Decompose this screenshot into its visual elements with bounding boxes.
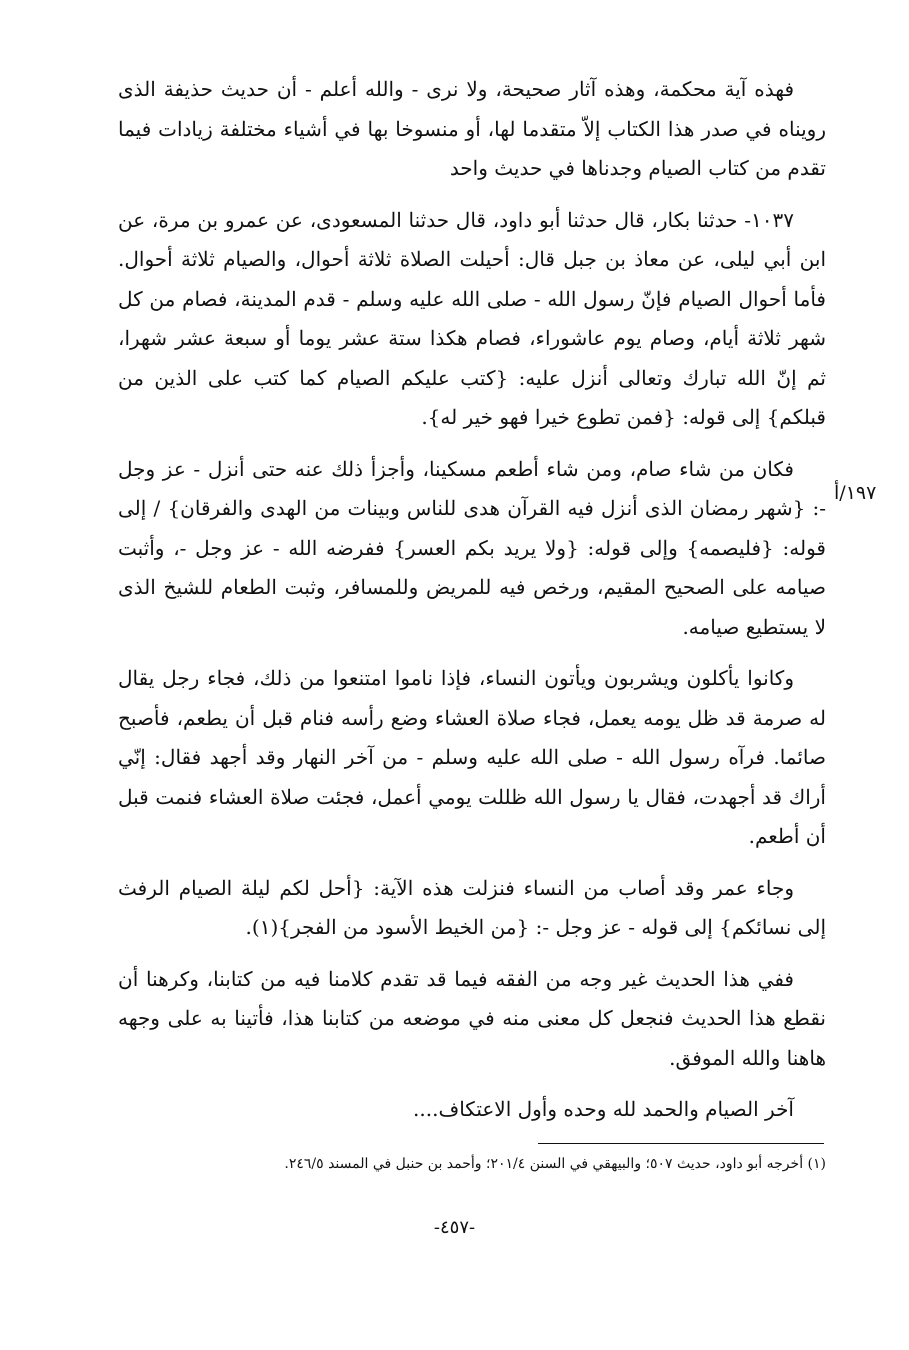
paragraph-fiqh-remark: ففي هذا الحديث غير وجه من الفقه فيما قد تقدم كلامنا فيه من كتابنا، وكرهنا أن نقطع هذا الحديث فنجعل كل معنى منه في موضعه من كتابنا هذا، فأتينا به على وجهه هاهنا والله الموفق. (118, 966, 827, 1070)
paragraph-umar-verse: وجاء عمر وقد أصاب من النساء فنزلت هذه الآية: {أحل لكم ليلة الصيام الرفث إلى نسائكم} إلى قوله - عز وجل -: {من الخيط الأسود من الفجر}(١). (118, 875, 826, 939)
paragraph-ramadan-verse: فكان من شاء صام، ومن شاء أطعم مسكينا، وأجزأ ذلك عنه حتى أنزل - عز وجل -: {شهر رمضان الذى أنزل فيه القرآن هدى للناس وبينات من الهدى والفرقان} / إلى قوله: {فليصمه} وإلى قوله: {ولا يريد بكم العسر} ففرضه الله - عز وجل -، وأثبت صيامه على الصحيح المقيم، ورخص فيه للمريض وللمسافر، وثبت الطعام للشيخ الذى لا يستطيع صيامه. (118, 456, 826, 639)
paragraph-sirmah-story: وكانوا يأكلون ويشربون ويأتون النساء، فإذا ناموا امتنعوا من ذلك، فجاء رجل يقال له صرمة قد ظل يومه يعمل، فجاء صلاة العشاء وضع رأسه فنام قبل أن يطعم، فأصبح صائما. فرآه رسول الله - صلى الله عليه وسلم - من آخر النهار وقد أجهد فقال: إنّي أراك قد أجهدت، فقال يا رسول الله ظللت يومي أعمل، فجئت صلاة العشاء فنمت قبل أن أطعم. (118, 666, 826, 848)
main-text (118, 70, 826, 1142)
page-number: -٤٥٧- (433, 1217, 476, 1238)
folio-marginal-note: ١٩٧/أ (834, 482, 877, 504)
footnote: (١) أخرجه أبو داود، حديث ٥٠٧؛ والبيهقي في السنن ٢٠١/٤؛ وأحمد بن حنبل في المسند ٢٤٦/٥. (284, 1156, 826, 1172)
paragraph-closing: آخر الصيام والحمد لله وحده وأول الاعتكاف.... (413, 1097, 794, 1121)
paragraph-hadith-1037: ١٠٣٧- حدثنا بكار، قال حدثنا أبو داود، قال حدثنا المسعودى، عن عمرو بن مرة، عن ابن أبي ليلى، عن معاذ بن جبل قال: أحيلت الصلاة ثلاثة أحوال، والصيام ثلاثة أحوال. فأما أحوال الصيام فإنّ رسول الله - صلى الله عليه وسلم - قدم المدينة، فصام من كل شهر ثلاثة أيام، وصام يوم عاشوراء، فصام هكذا ستة عشر يوما أو سبعة عشر شهرا، ثم إنّ الله تبارك وتعالى أنزل عليه: {كتب عليكم الصيام كما كتب على الذين من قبلكم} إلى قوله: {فمن تطوع خيرا فهو خير له}. (118, 207, 826, 429)
footnote-divider (538, 1143, 824, 1144)
paragraph-abrogation-note: فهذه آية محكمة، وهذه آثار صحيحة، ولا نرى - والله أعلم - أن حديث حذيفة الذى رويناه في صدر هذا الكتاب إلاّ متقدما لها، أو منسوخا بها في أشياء مختلفة زيادات فيما تقدم من كتاب الصيام وجدناها في حديث واحد (118, 77, 826, 180)
